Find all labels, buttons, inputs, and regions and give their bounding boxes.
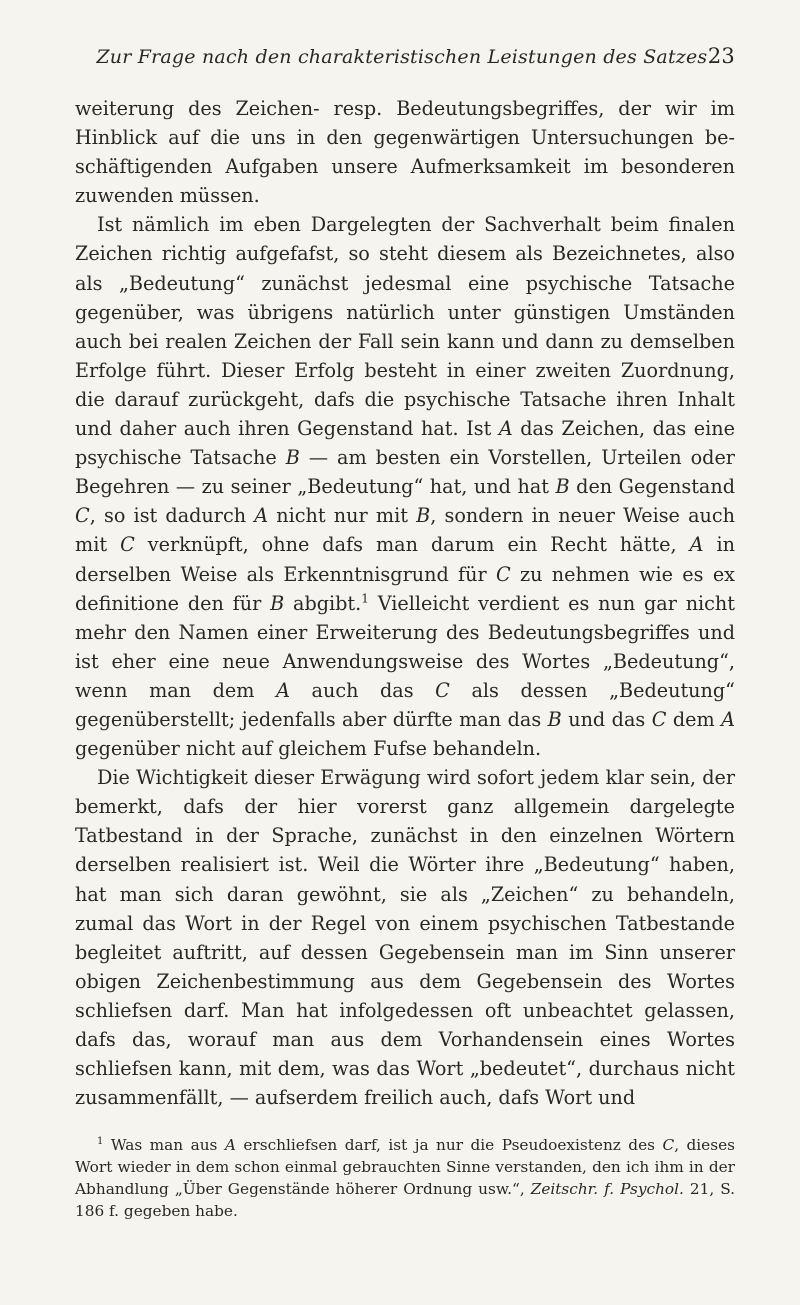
italic-span: C [120,533,135,557]
italic-span: B [285,446,300,470]
text-span: als dessen „Bedeutung“ gegenüberstellt; jedenfalls aber dürfte man das [75,678,735,731]
italic-span: Zeitschr. f. Psychol. [530,1180,684,1199]
text-span: nicht nur mit [268,504,417,528]
footnote-mark: 1 [97,1136,104,1148]
italic-span: C [496,562,511,586]
italic-span: A [721,707,735,731]
italic-span: B [547,707,562,731]
italic-span: A [224,1136,236,1155]
italic-span: A [689,533,704,557]
italic-span: B [416,504,431,528]
text-span: erschliefsen darf, ist ja nur die Pseudoexistenz des [235,1136,663,1155]
italic-span: A [276,678,290,702]
page-number: 23 [707,44,735,68]
running-head [75,44,735,84]
text-span: , so ist dadurch [89,504,255,528]
body-text [75,94,735,1112]
text-span: — am besten ein Vorstellen, Urteilen oder Begehren — zu seiner „Bedeutung“ hat, und hat [75,446,735,499]
text-span: gegenüber nicht auf gleichem Fufse behandeln. [75,737,542,761]
text-span: verknüpft, ohne dafs man darum ein Recht hätte, [134,533,690,557]
paragraph [75,210,735,763]
text-span: auch das [289,678,436,702]
text-span: zu nehmen wie es ex definitione den für [75,562,735,615]
book-page [75,44,735,1222]
text-span: und das [561,707,652,731]
running-head-title: Zur Frage nach den charakteristischen Leistungen des Satzes. [96,46,714,68]
text-span: , dieses Wort wieder in dem schon einmal gebrauchten Sinne verstanden, den ich ihm in der Abhandlung „Über Gegenstände höherer Ordnung usw.“, [75,1136,735,1199]
text-span: abgibt. [284,591,362,615]
italic-span: B [270,591,285,615]
text-span: Ist nämlich im eben Dargelegten der Sachverhalt beim finalen Zeichen richtig aufgefafst, so steht diesem als Bezeichnetes, also als „Bedeutung“ zunächst jedesmal eine psychische Tatsache gegenüber, was übrigens natürlich unter günstigen Umständen auch bei realen Zeichen der Fall sein kann und dann zu demselben Erfolge führt. Dieser Erfolg besteht in einer zweiten Zuordnung, die darauf zurückgeht, dafs die psychische Tatsache ihren Inhalt und daher auch ihren Gegenstand hat. Ist [75,213,735,441]
text-span: Vielleicht verdient es nun gar nicht mehr den Namen einer Erweiterung des Bedeutungsbegriffes und ist eher eine neue Anwendungsweise des Wortes „Bedeutung“, wenn man dem [75,591,736,702]
text-span: den Gegenstand [569,475,736,499]
italic-span: A [498,417,513,441]
italic-span: C [435,678,450,702]
text-span: in derselben Weise als Erkenntnisgrund für [75,533,735,586]
text-span: Die Wichtigkeit dieser Erwägung wird sofort jedem klar sein, der bemerkt, dafs der hier vorerst ganz allgemein dargelegte Tatbestand in der Sprache, zunächst in den einzelnen Wörtern derselben realisiert ist. Weil die Wörter ihre „Bedeutung“ haben, hat man sich daran gewöhnt, sie als „Zeichen“ zu behandeln, zumal das Wort in der Regel von einem psychischen Tatbestande begleitet auftritt, auf dessen Gegebensein man im Sinn unserer obigen Zeichenbestimmung aus dem Gegebensein des Wortes schliefsen darf. Man hat infolgedessen oft unbeachtet gelassen, dafs das, worauf man aus dem Vorhandensein eines Wortes schliefsen kann, mit dem, was das Wort „bedeutet“, durchaus nicht zusammenfällt, — aufserdem freilich auch, dafs Wort und [75,766,735,1110]
text-span: Was man aus [103,1136,225,1155]
text-span: das Zeichen, das eine psychische Tatsache [75,417,736,470]
text-span: weiterung des Zeichen- resp. Bedeutungsbegriffes, der wir im Hinblick auf die uns in den gegenwärtigen Untersuchungen beschäftigenden Aufgaben unsere Aufmerksamkeit im besonderen zuwenden müssen. [75,97,735,208]
text-span: dem [666,707,722,731]
italic-span: C [651,707,667,731]
italic-span: C [75,504,90,528]
text-span: , sondern in neuer Weise auch mit [75,504,735,557]
text-span: 21, S. 186 f. gegeben habe. [75,1180,735,1221]
paragraph [75,94,735,210]
italic-span: C [662,1136,675,1155]
italic-span: B [555,475,570,499]
footnote-reference: 1 [361,591,369,606]
paragraph [75,763,735,1112]
footnote [75,1134,735,1222]
italic-span: A [254,504,269,528]
